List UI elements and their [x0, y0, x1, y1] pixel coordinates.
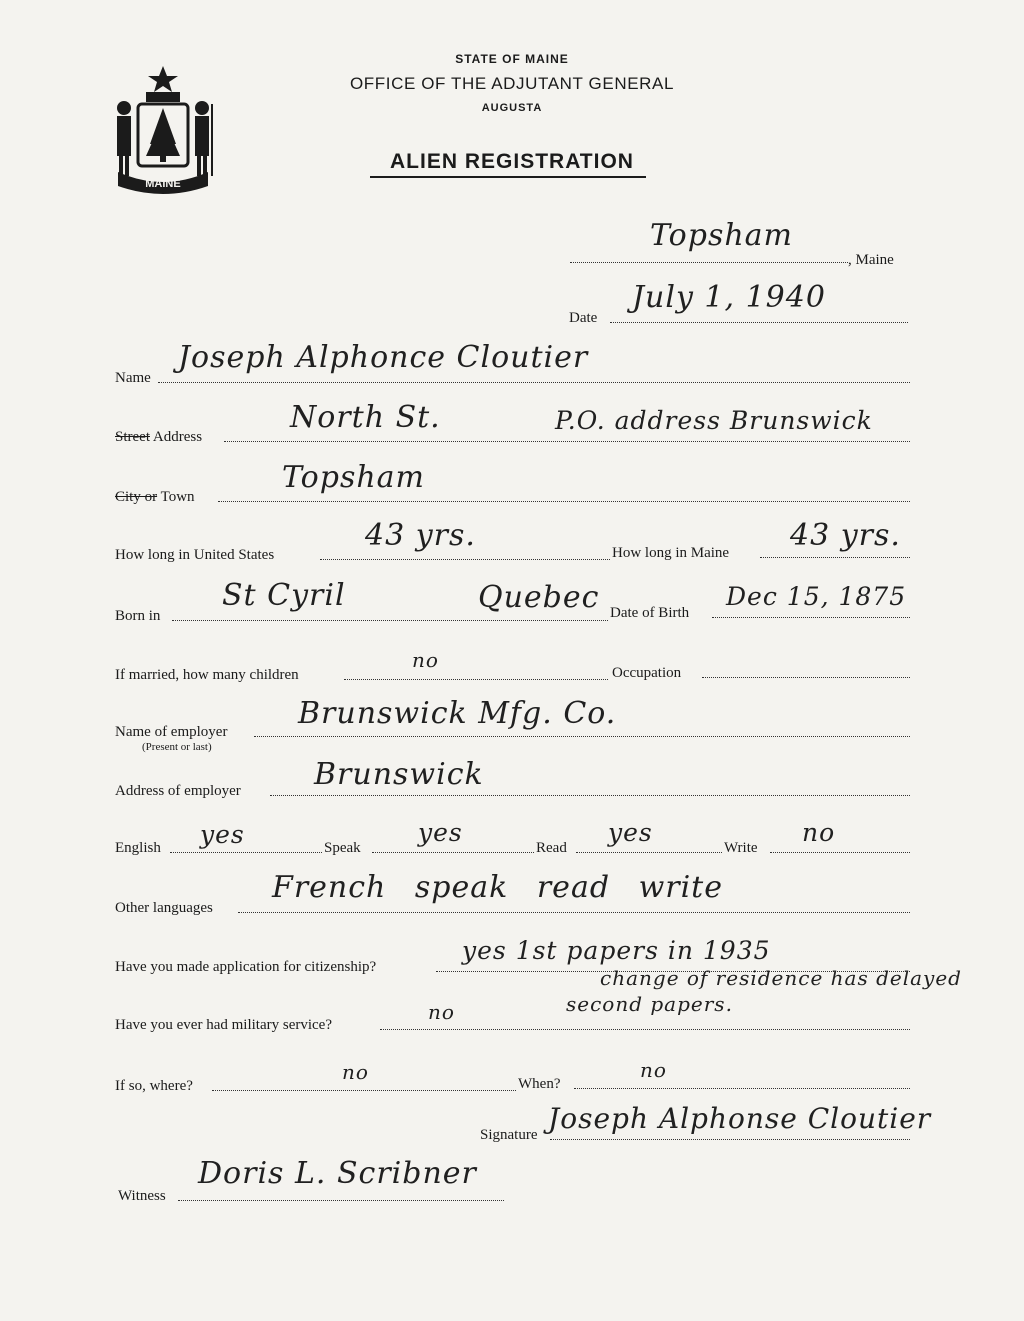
speak-line [372, 852, 534, 853]
witness-value: Doris L. Scribner [198, 1156, 477, 1191]
other-languages-line [238, 912, 910, 913]
signature-label: Signature [480, 1127, 538, 1143]
date-label: Date [569, 310, 598, 326]
svg-text:MAINE: MAINE [145, 178, 181, 190]
date-of-birth-label: Date of Birth [610, 605, 690, 621]
children-line [344, 679, 608, 680]
when-line [574, 1088, 910, 1089]
date-line [610, 322, 908, 323]
signature-value: Joseph Alphonse Cloutier [548, 1102, 932, 1135]
employer-name-label: Name of employer [115, 724, 228, 740]
read-line [576, 852, 722, 853]
signature-line [550, 1139, 910, 1140]
witness-line [178, 1200, 504, 1201]
employer-note-label: (Present or last) [142, 741, 212, 753]
how-long-maine-value: 43 yrs. [790, 518, 901, 553]
write-line [770, 852, 910, 853]
military-label: Have you ever had military service? [115, 1017, 332, 1033]
when-value: no [640, 1058, 667, 1082]
employer-address-label: Address of employer [115, 783, 241, 799]
other-languages-label: Other languages [115, 900, 213, 916]
employer-line [254, 736, 910, 737]
write-value: no [802, 818, 836, 847]
how-long-us-line [320, 559, 610, 560]
when-label: When? [518, 1076, 561, 1092]
military-value: no [428, 1000, 455, 1024]
header-city: AUGUSTA [481, 102, 543, 114]
read-label: Read [536, 840, 567, 856]
date-of-birth-value: Dec 15, 1875 [726, 582, 907, 611]
born-in-line [172, 620, 608, 621]
occupation-line [702, 677, 910, 678]
speak-value: yes [418, 818, 463, 847]
date-of-birth-line [712, 617, 910, 618]
how-long-maine-line [760, 557, 910, 558]
po-address-value: P.O. address Brunswick [555, 406, 873, 435]
employer-address-value: Brunswick [314, 757, 484, 792]
date-value: July 1, 1940 [632, 280, 826, 315]
citizenship-value: yes 1st papers in 1935 [462, 936, 771, 965]
military-line [380, 1029, 910, 1030]
citizenship-note-2: second papers. [566, 992, 733, 1016]
town-top-value: Topsham [650, 218, 793, 253]
witness-label: Witness [118, 1188, 166, 1204]
name-label: Name [115, 370, 151, 386]
other-languages-value: French speak read write [272, 870, 723, 905]
born-in-label: Born in [115, 608, 161, 624]
town-value: Topsham [282, 460, 425, 495]
speak-label: Speak [324, 840, 361, 856]
name-value: Joseph Alphonce Cloutier [178, 340, 589, 375]
employer-address-line [270, 795, 910, 796]
married-children-label: If married, how many children [115, 667, 299, 683]
employer-value: Brunswick Mfg. Co. [298, 696, 617, 731]
street-line [224, 441, 910, 442]
maine-label: , Maine [848, 252, 894, 268]
how-long-us-value: 43 yrs. [365, 518, 476, 553]
town-line [218, 501, 910, 502]
born-province-value: Quebec [478, 580, 600, 615]
english-label: English [115, 840, 161, 856]
occupation-label: Occupation [612, 665, 682, 681]
town-top-line [570, 262, 848, 263]
name-line [158, 382, 910, 383]
town-label: City or Town [115, 489, 195, 505]
citizenship-note-1: change of residence has delayed [600, 966, 962, 990]
street-address-label: Street Address [115, 429, 203, 445]
header-office: OFFICE OF THE ADJUTANT GENERAL [349, 74, 675, 93]
form-title: ALIEN REGISTRATION [390, 150, 634, 173]
how-long-us-label: How long in United States [115, 547, 275, 563]
citizenship-label: Have you made application for citizenship? [115, 959, 377, 975]
read-value: yes [608, 818, 653, 847]
where-line [212, 1090, 516, 1091]
if-so-where-label: If so, where? [115, 1078, 193, 1094]
born-place-value: St Cyril [222, 578, 346, 613]
where-value: no [342, 1060, 369, 1084]
write-label: Write [724, 840, 758, 856]
english-value: yes [200, 820, 245, 849]
header-state: STATE OF MAINE [455, 52, 569, 66]
street-value: North St. [290, 400, 441, 435]
how-long-maine-label: How long in Maine [612, 545, 730, 561]
children-value: no [412, 648, 439, 672]
english-line [170, 852, 322, 853]
